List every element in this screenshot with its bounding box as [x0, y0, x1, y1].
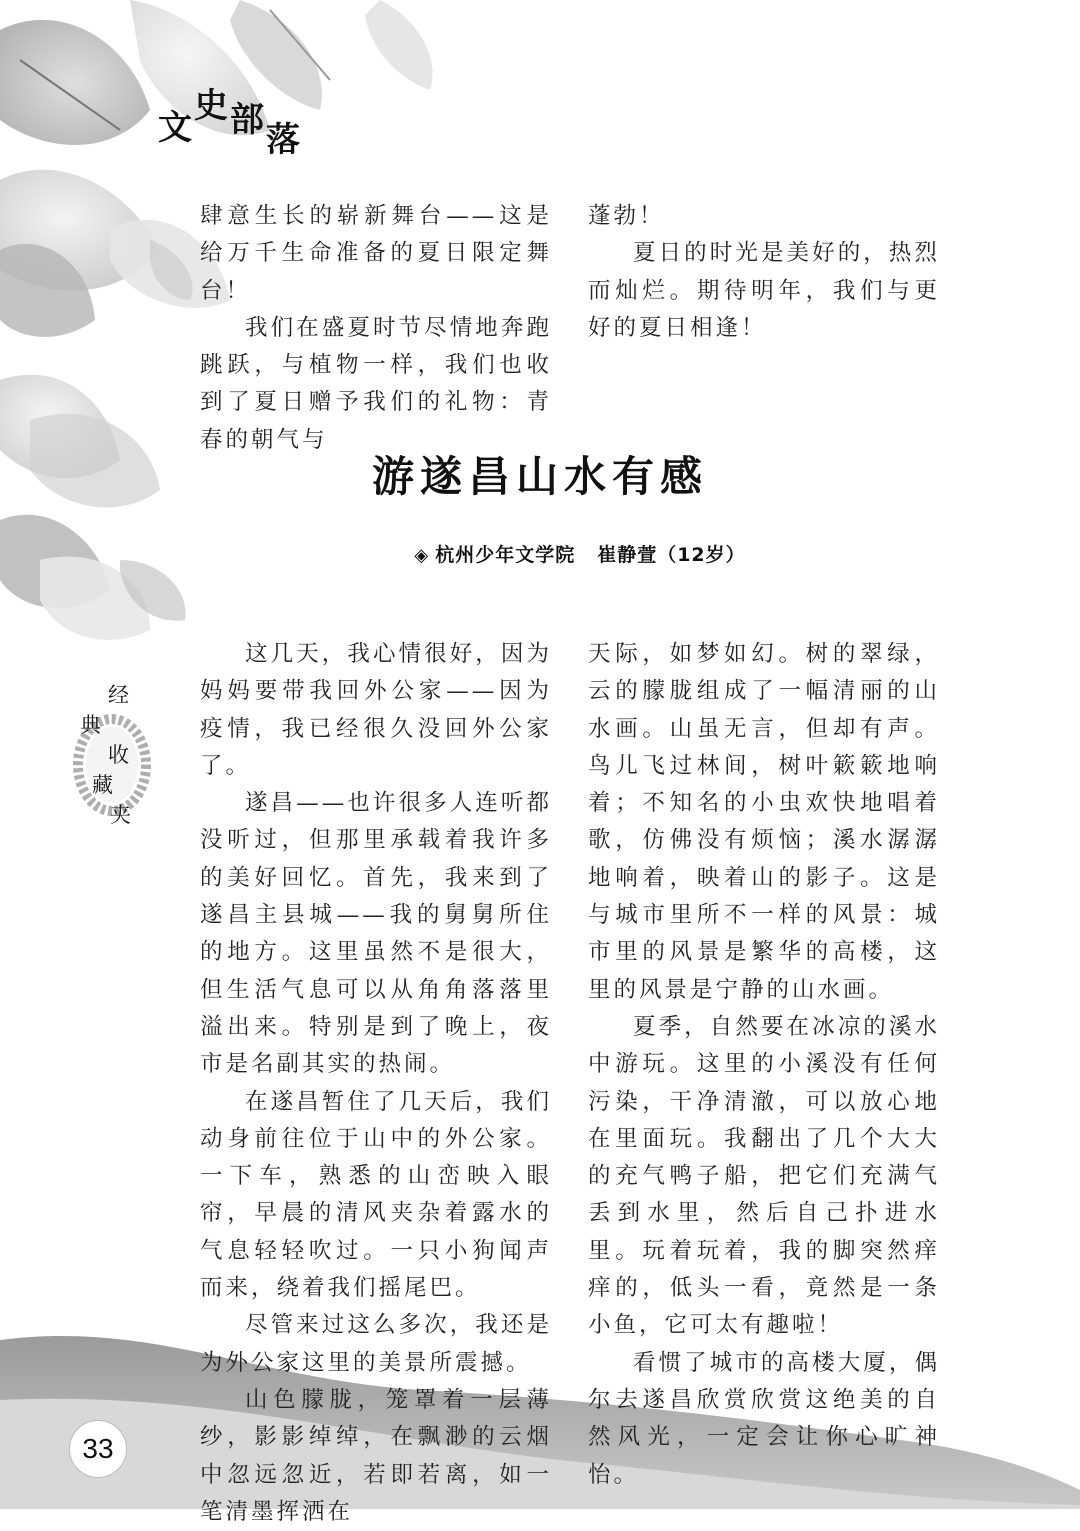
- article-left-column: [200, 636, 552, 1531]
- section-label-char: 文: [158, 108, 194, 148]
- side-label-char: 夹: [110, 803, 131, 827]
- article-author: [0, 540, 1080, 567]
- paragraph: 遂昌——也许很多人连听都没听过，但那里承载着我许多的美好回忆。首先，我来到了遂昌主县城——我的舅舅所住的地方。这里虽然不是很大，但生活气息可以从角角落落里溢出来。特别是到了晚上，夜市是名副其实的热闹。: [200, 790, 552, 1078]
- previous-article-left-column: [200, 198, 552, 459]
- author-marker-icon: ◈: [414, 545, 430, 566]
- paragraph: 我们在盛夏时节尽情地奔跑跳跃，与植物一样，我们也收到了夏日赠予我们的礼物：青春的朝气与: [200, 314, 552, 453]
- side-label-char: 收: [108, 743, 129, 767]
- side-label-char: 典: [80, 713, 101, 737]
- side-label: [72, 680, 152, 850]
- article-title: 游遂昌山水有感: [371, 452, 708, 501]
- paragraph: 蓬勃！: [588, 203, 665, 229]
- author-org: 杭州少年文学院: [435, 544, 576, 566]
- page-number: 33: [69, 1420, 127, 1478]
- paragraph: 这几天，我心情很好，因为妈妈要带我回外公家——因为疫情，我已经很久没回外公家了。: [200, 641, 552, 779]
- previous-article-right-column: [588, 198, 940, 347]
- article-right-column: [588, 636, 940, 1494]
- paragraph: 肆意生长的崭新舞台——这是给万千生命准备的夏日限定舞台！: [200, 203, 552, 304]
- section-label-char: 落: [266, 120, 302, 160]
- author-name: 崔静萱（12岁）: [597, 544, 746, 566]
- paragraph: 尽管来过这么多次，我还是为外公家这里的美景所震撼。: [200, 1312, 552, 1376]
- paragraph: 在遂昌暂住了几天后，我们动身前往位于山中的外公家。一下车，熟悉的山峦映入眼帘，早晨的清风夹杂着露水的气息轻轻吹过。一只小狗闻声而来，绕着我们摇尾巴。: [200, 1088, 552, 1302]
- section-label: [158, 86, 302, 160]
- side-label-char: 藏: [92, 773, 113, 797]
- paragraph: 夏季，自然要在冰凉的溪水中游玩。这里的小溪没有任何污染，干净清澈，可以放心地在里面玩。我翻出了几个大大的充气鸭子船，把它们充满气丢到水里，然后自己扑进水里。玩着玩着，我的脚突然痒痒的，低头一看，竟然是一条小鱼，它可太有趣啦！: [588, 1013, 940, 1339]
- side-label-char: 经: [108, 683, 129, 707]
- paragraph: 山色朦胧，笼罩着一层薄纱，影影绰绰，在飘渺的云烟中忽远忽近，若即若离，如一笔清墨挥洒在: [200, 1386, 552, 1525]
- section-label-char: 部: [230, 100, 266, 140]
- paragraph: 夏日的时光是美好的，热烈而灿烂。期待明年，我们与更好的夏日相逢！: [588, 240, 940, 341]
- paragraph: 天际，如梦如幻。树的翠绿，云的朦胧组成了一幅清丽的山水画。山虽无言，但却有声。鸟儿飞过林间，树叶簌簌地响着；不知名的小虫欢快地唱着歌，仿佛没有烦恼；溪水潺潺地响着，映着山的影子。这是与城市里所不一样的风景：城市里的风景是繁华的高楼，这里的风景是宁静的山水画。: [588, 641, 940, 1003]
- paragraph: 看惯了城市的高楼大厦，偶尔去遂昌欣赏欣赏这绝美的自然风光，一定会让你心旷神怡。: [588, 1349, 940, 1488]
- section-label-char: 史: [194, 86, 230, 126]
